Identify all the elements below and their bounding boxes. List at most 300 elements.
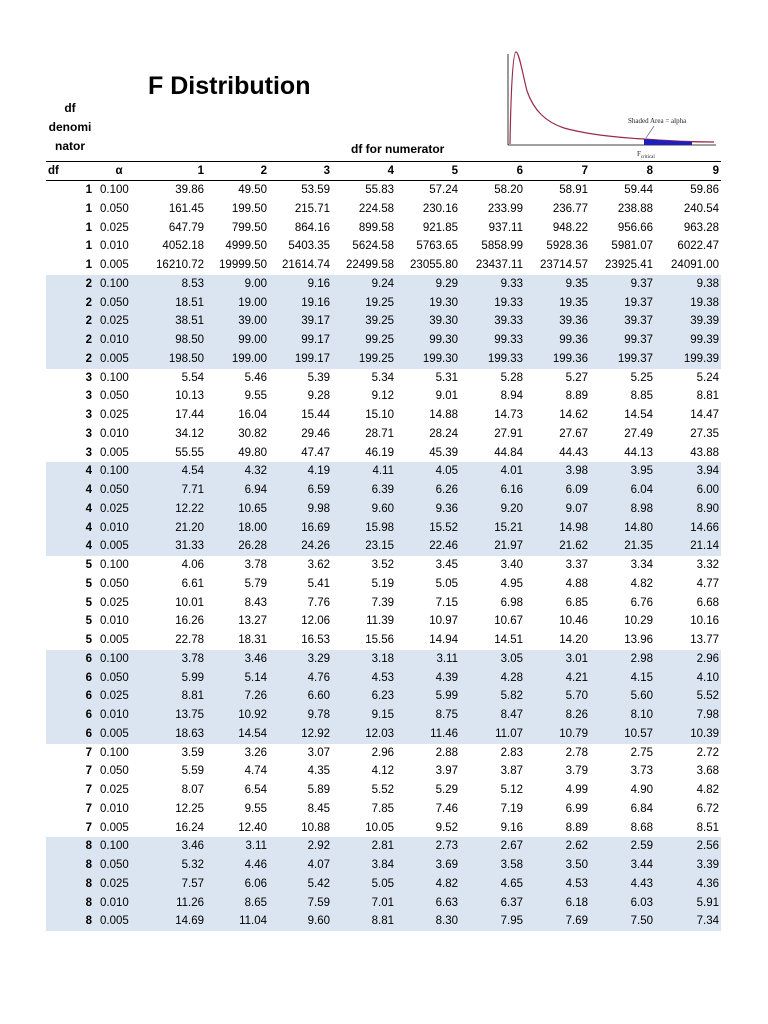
cell-value: 5.05 [435,577,458,590]
cell-value: 8.43 [244,596,267,609]
cell-value: 199.25 [332,350,396,369]
cell-value: 4.88 [565,577,588,590]
cell-value: 3.78 [244,559,267,571]
table-header-row [46,162,721,181]
cell-df: 4 [46,537,94,556]
cell-value: 23055.80 [410,259,458,271]
cell-alpha: 0.010 [94,331,144,350]
table-row [46,219,721,238]
cell-value: 4.05 [396,462,460,481]
cell-value: 99.17 [269,331,332,350]
cell-value: 9.33 [460,275,525,294]
cell-alpha: 0.025 [100,409,129,421]
cell-value: 23437.11 [475,259,523,271]
cell-value: 9.24 [332,275,396,294]
cell-value: 11.39 [366,615,394,628]
cell-value: 5.24 [696,371,719,384]
cell-value: 5.27 [565,371,588,384]
cell-df: 4 [46,519,94,538]
cell-value: 99.30 [396,331,460,350]
table-row [46,556,721,575]
cell-value: 8.47 [460,706,525,725]
cell-value: 6.39 [332,481,396,500]
cell-df: 5 [85,559,92,571]
cell-value: 4.43 [590,875,655,894]
cell-value: 4.39 [396,669,460,688]
cell-alpha: 0.050 [100,577,129,590]
cell-value: 11.04 [206,912,269,931]
cell-value: 18.31 [238,634,267,646]
table-row [46,350,721,369]
cell-value: 3.39 [655,856,721,875]
cell-value: 9.37 [590,275,655,294]
cell-value: 4.65 [460,875,525,894]
cell-value: 10.05 [365,821,394,834]
cell-value: 8.30 [396,912,460,931]
cell-value: 3.68 [696,765,719,778]
cell-alpha: 0.010 [100,615,129,628]
cell-value: 10.67 [494,615,523,628]
table-row [46,500,721,519]
cell-value: 8.89 [565,390,588,403]
cell-value: 47.47 [301,446,330,459]
cell-value: 2.83 [500,746,523,759]
cell-value: 3.26 [244,746,267,759]
cell-value: 12.25 [175,802,204,815]
cell-df: 1 [85,202,92,215]
cell-value: 14.69 [144,912,206,931]
cell-value: 19.38 [655,294,721,313]
cell-value: 13.75 [144,706,206,725]
cell-value: 99.37 [590,331,655,350]
cell-value: 7.98 [655,706,721,725]
cell-value: 10.57 [590,725,655,744]
cell-value: 6.85 [565,596,588,609]
cell-value: 14.62 [559,409,588,421]
cell-value: 53.59 [301,184,330,196]
cell-value: 27.49 [624,427,653,440]
cell-value: 4.36 [655,875,721,894]
cell-df: 3 [85,427,92,440]
cell-value: 9.55 [244,802,267,815]
cell-df: 2 [46,331,94,350]
header-col: 6 [460,162,525,181]
cell-value: 5.42 [269,875,332,894]
cell-df: 1 [85,221,92,234]
cell-value: 799.50 [231,221,267,234]
cell-value: 4.82 [630,577,653,590]
cell-value: 15.56 [365,634,394,646]
cell-df: 6 [46,669,94,688]
cell-df: 2 [46,312,94,331]
cell-value: 5.99 [396,687,460,706]
f-critical-label [637,150,655,160]
cell-value: 3.94 [655,462,721,481]
cell-value: 8.85 [630,390,653,403]
cell-alpha: 0.100 [94,275,144,294]
cell-df: 5 [85,615,92,628]
cell-value: 14.73 [494,409,523,421]
cell-value: 4.21 [525,669,590,688]
cell-value: 2.59 [590,837,655,856]
cell-value: 199.36 [525,350,590,369]
cell-value: 99.39 [655,331,721,350]
cell-value: 8.89 [565,821,588,834]
cell-value: 3.44 [590,856,655,875]
cell-value: 963.28 [683,221,719,234]
cell-value: 9.55 [244,390,267,403]
cell-value: 4.95 [500,577,523,590]
table-row [46,575,721,594]
cell-value: 39.25 [332,312,396,331]
cell-alpha: 0.050 [100,202,129,215]
header-col: 2 [206,162,269,181]
cell-alpha: 0.050 [94,856,144,875]
cell-value: 7.39 [371,596,394,609]
table-row [46,725,721,744]
table-row [46,856,721,875]
shaded-tail [644,139,692,145]
cell-alpha: 0.005 [94,537,144,556]
cell-value: 199.37 [590,350,655,369]
cell-value: 5.46 [244,371,267,384]
cell-value: 14.94 [429,634,458,646]
cell-value: 8.53 [144,275,206,294]
cell-value: 6.00 [655,481,721,500]
cell-value: 34.12 [175,427,204,440]
cell-value: 27.35 [690,427,719,440]
cell-value: 5858.99 [481,240,523,253]
cell-value: 10.79 [525,725,590,744]
cell-value: 45.39 [429,446,458,459]
cell-df: 6 [46,687,94,706]
f-critical-main: F [637,150,641,158]
header-alpha: α [94,162,144,181]
cell-value: 3.07 [307,746,330,759]
cell-value: 39.39 [655,312,721,331]
cell-value: 4.53 [332,669,396,688]
cell-value: 19.25 [332,294,396,313]
cell-alpha: 0.010 [94,519,144,538]
cell-alpha: 0.100 [100,746,129,759]
cell-value: 6022.47 [677,240,719,253]
cell-value: 28.24 [429,427,458,440]
cell-value: 44.13 [624,446,653,459]
cell-value: 3.73 [630,765,653,778]
cell-value: 7.15 [435,596,458,609]
cell-value: 4052.18 [162,240,204,253]
table-row [46,912,721,931]
cell-value: 6.68 [696,596,719,609]
cell-df: 2 [46,275,94,294]
cell-value: 4.07 [269,856,332,875]
cell-value: 9.38 [655,275,721,294]
cell-df: 1 [85,259,92,271]
cell-value: 3.69 [396,856,460,875]
cell-value: 5.39 [307,371,330,384]
cell-value: 7.46 [435,802,458,815]
cell-value: 16.24 [175,821,204,834]
cell-value: 199.30 [396,350,460,369]
cell-value: 2.73 [396,837,460,856]
cell-value: 9.20 [460,500,525,519]
cell-alpha: 0.005 [100,446,129,459]
cell-value: 2.78 [565,746,588,759]
cell-alpha: 0.025 [94,875,144,894]
cell-value: 2.62 [525,837,590,856]
cell-alpha: 0.010 [94,894,144,913]
cell-value: 4.77 [696,577,719,590]
cell-value: 9.16 [269,275,332,294]
cell-value: 9.78 [269,706,332,725]
page-title: F Distribution [148,72,311,100]
cell-value: 15.44 [301,409,330,421]
cell-value: 28.71 [365,427,394,440]
cell-value: 58.20 [494,184,523,196]
cell-alpha: 0.005 [94,912,144,931]
cell-value: 9.98 [269,500,332,519]
cell-value: 3.34 [630,559,653,571]
cell-value: 5.25 [630,371,653,384]
cell-df: 3 [85,390,92,403]
cell-value: 21.14 [655,537,721,556]
cell-value: 12.92 [269,725,332,744]
cell-alpha: 0.005 [100,259,129,271]
cell-alpha: 0.005 [100,634,129,646]
cell-value: 8.90 [655,500,721,519]
cell-value: 4.10 [655,669,721,688]
cell-value: 49.80 [238,446,267,459]
cell-value: 3.01 [525,650,590,669]
cell-value: 6.26 [396,481,460,500]
table-row [46,687,721,706]
cell-alpha: 0.050 [100,390,129,403]
cell-value: 23925.41 [605,259,653,271]
cell-value: 2.96 [655,650,721,669]
f-critical-sub: critical [640,155,655,160]
cell-value: 198.50 [144,350,206,369]
cell-value: 5928.36 [546,240,588,253]
cell-value: 14.54 [206,725,269,744]
table-row [46,650,721,669]
header-df: df [46,162,94,181]
cell-value: 27.91 [494,427,523,440]
cell-value: 6.84 [630,802,653,815]
cell-value: 26.28 [206,537,269,556]
numerator-label: df for numerator [351,142,445,156]
table-row [46,462,721,481]
table-row [46,837,721,856]
cell-value: 11.07 [460,725,525,744]
cell-value: 9.35 [525,275,590,294]
cell-value: 3.78 [144,650,206,669]
cell-value: 29.46 [301,427,330,440]
cell-value: 2.92 [269,837,332,856]
cell-value: 21.62 [525,537,590,556]
cell-value: 5.89 [307,784,330,796]
cell-value: 7.57 [144,875,206,894]
cell-value: 937.11 [488,221,523,234]
cell-value: 19.37 [590,294,655,313]
cell-df: 3 [85,409,92,421]
cell-value: 12.03 [332,725,396,744]
cell-value: 4.12 [371,765,394,778]
table-row [46,594,721,613]
cell-alpha: 0.100 [100,371,129,384]
cell-value: 18.00 [206,519,269,538]
header-col: 9 [655,162,721,181]
cell-value: 6.63 [396,894,460,913]
cell-value: 6.76 [630,596,653,609]
table-row [46,444,721,463]
cell-value: 44.43 [559,446,588,459]
cell-df: 1 [85,240,92,253]
cell-df: 4 [46,481,94,500]
table-row [46,800,721,819]
cell-value: 19.00 [206,294,269,313]
header-col: 5 [396,162,460,181]
cell-value: 6.72 [696,802,719,815]
cell-value: 5.28 [500,371,523,384]
cell-value: 7.26 [206,687,269,706]
cell-value: 7.95 [460,912,525,931]
cell-value: 6.16 [460,481,525,500]
cell-value: 3.58 [460,856,525,875]
cell-df: 5 [85,596,92,609]
cell-value: 14.66 [655,519,721,538]
cell-value: 4.53 [525,875,590,894]
cell-df: 7 [85,821,92,834]
cell-value: 59.44 [624,184,653,196]
cell-df: 8 [46,894,94,913]
table-row [46,519,721,538]
cell-value: 3.45 [435,559,458,571]
cell-value: 19.30 [396,294,460,313]
cell-value: 6.61 [181,577,204,590]
cell-value: 46.19 [365,446,394,459]
cell-value: 4.01 [460,462,525,481]
cell-value: 7.34 [655,912,721,931]
cell-value: 9.15 [332,706,396,725]
cell-value: 11.46 [396,725,460,744]
cell-value: 5.32 [144,856,206,875]
cell-value: 5.52 [655,687,721,706]
cell-value: 4.99 [565,784,588,796]
cell-alpha: 0.050 [94,481,144,500]
cell-value: 16.53 [301,634,330,646]
cell-value: 5.59 [181,765,204,778]
cell-value: 7.76 [307,596,330,609]
cell-value: 15.98 [332,519,396,538]
cell-value: 9.12 [371,390,394,403]
f-distribution-diagram [494,46,716,162]
table-row [46,200,721,219]
cell-value: 6.18 [525,894,590,913]
cell-value: 11.26 [144,894,206,913]
cell-value: 49.50 [238,184,267,196]
cell-value: 21614.74 [282,259,330,271]
cell-value: 5.19 [371,577,394,590]
cell-value: 22499.58 [346,259,394,271]
cell-value: 921.85 [422,221,458,234]
cell-alpha: 0.010 [100,240,129,253]
table-row [46,706,721,725]
cell-value: 2.67 [460,837,525,856]
cell-value: 39.37 [590,312,655,331]
cell-value: 3.98 [525,462,590,481]
cell-value: 15.21 [460,519,525,538]
cell-value: 8.10 [590,706,655,725]
cell-df: 8 [46,856,94,875]
cell-value: 3.46 [144,837,206,856]
cell-alpha: 0.005 [94,350,144,369]
table-row [46,744,721,763]
cell-value: 39.00 [206,312,269,331]
cell-value: 10.65 [206,500,269,519]
cell-value: 9.36 [396,500,460,519]
cell-value: 3.59 [181,746,204,759]
cell-value: 9.28 [307,390,330,403]
table-row [46,612,721,631]
cell-value: 199.17 [269,350,332,369]
denominator-label-line: df [64,101,76,115]
cell-value: 4.19 [269,462,332,481]
table-row [46,312,721,331]
cell-value: 4.82 [696,784,719,796]
cell-value: 38.51 [144,312,206,331]
denominator-label-line: nator [55,139,85,153]
cell-value: 4.74 [244,765,267,778]
cell-value: 16.69 [269,519,332,538]
cell-value: 2.98 [590,650,655,669]
cell-value: 27.67 [559,427,588,440]
cell-value: 6.59 [269,481,332,500]
cell-value: 5.31 [435,371,458,384]
cell-alpha: 0.100 [100,559,129,571]
cell-value: 5.34 [371,371,394,384]
cell-value: 10.88 [301,821,330,834]
cell-value: 5.05 [332,875,396,894]
cell-value: 23714.57 [540,259,588,271]
cell-value: 199.50 [231,202,267,215]
cell-df: 7 [85,784,92,796]
cell-value: 899.58 [358,221,394,234]
cell-value: 2.96 [371,746,394,759]
cell-value: 5.70 [525,687,590,706]
cell-value: 224.58 [358,202,394,215]
cell-alpha: 0.025 [100,221,129,234]
cell-df: 6 [46,706,94,725]
table-row [46,369,721,388]
cell-df: 6 [46,725,94,744]
cell-value: 15.10 [365,409,394,421]
cell-value: 5.54 [181,371,204,384]
cell-value: 8.98 [590,500,655,519]
cell-value: 3.37 [565,559,588,571]
cell-value: 8.45 [307,802,330,815]
cell-value: 21.35 [590,537,655,556]
cell-value: 199.00 [206,350,269,369]
cell-value: 3.97 [435,765,458,778]
cell-alpha: 0.025 [94,687,144,706]
cell-value: 8.94 [500,390,523,403]
cell-value: 3.95 [590,462,655,481]
cell-value: 9.52 [435,821,458,834]
cell-value: 3.05 [460,650,525,669]
cell-value: 3.18 [332,650,396,669]
table-row [46,781,721,800]
cell-value: 4.06 [181,559,204,571]
